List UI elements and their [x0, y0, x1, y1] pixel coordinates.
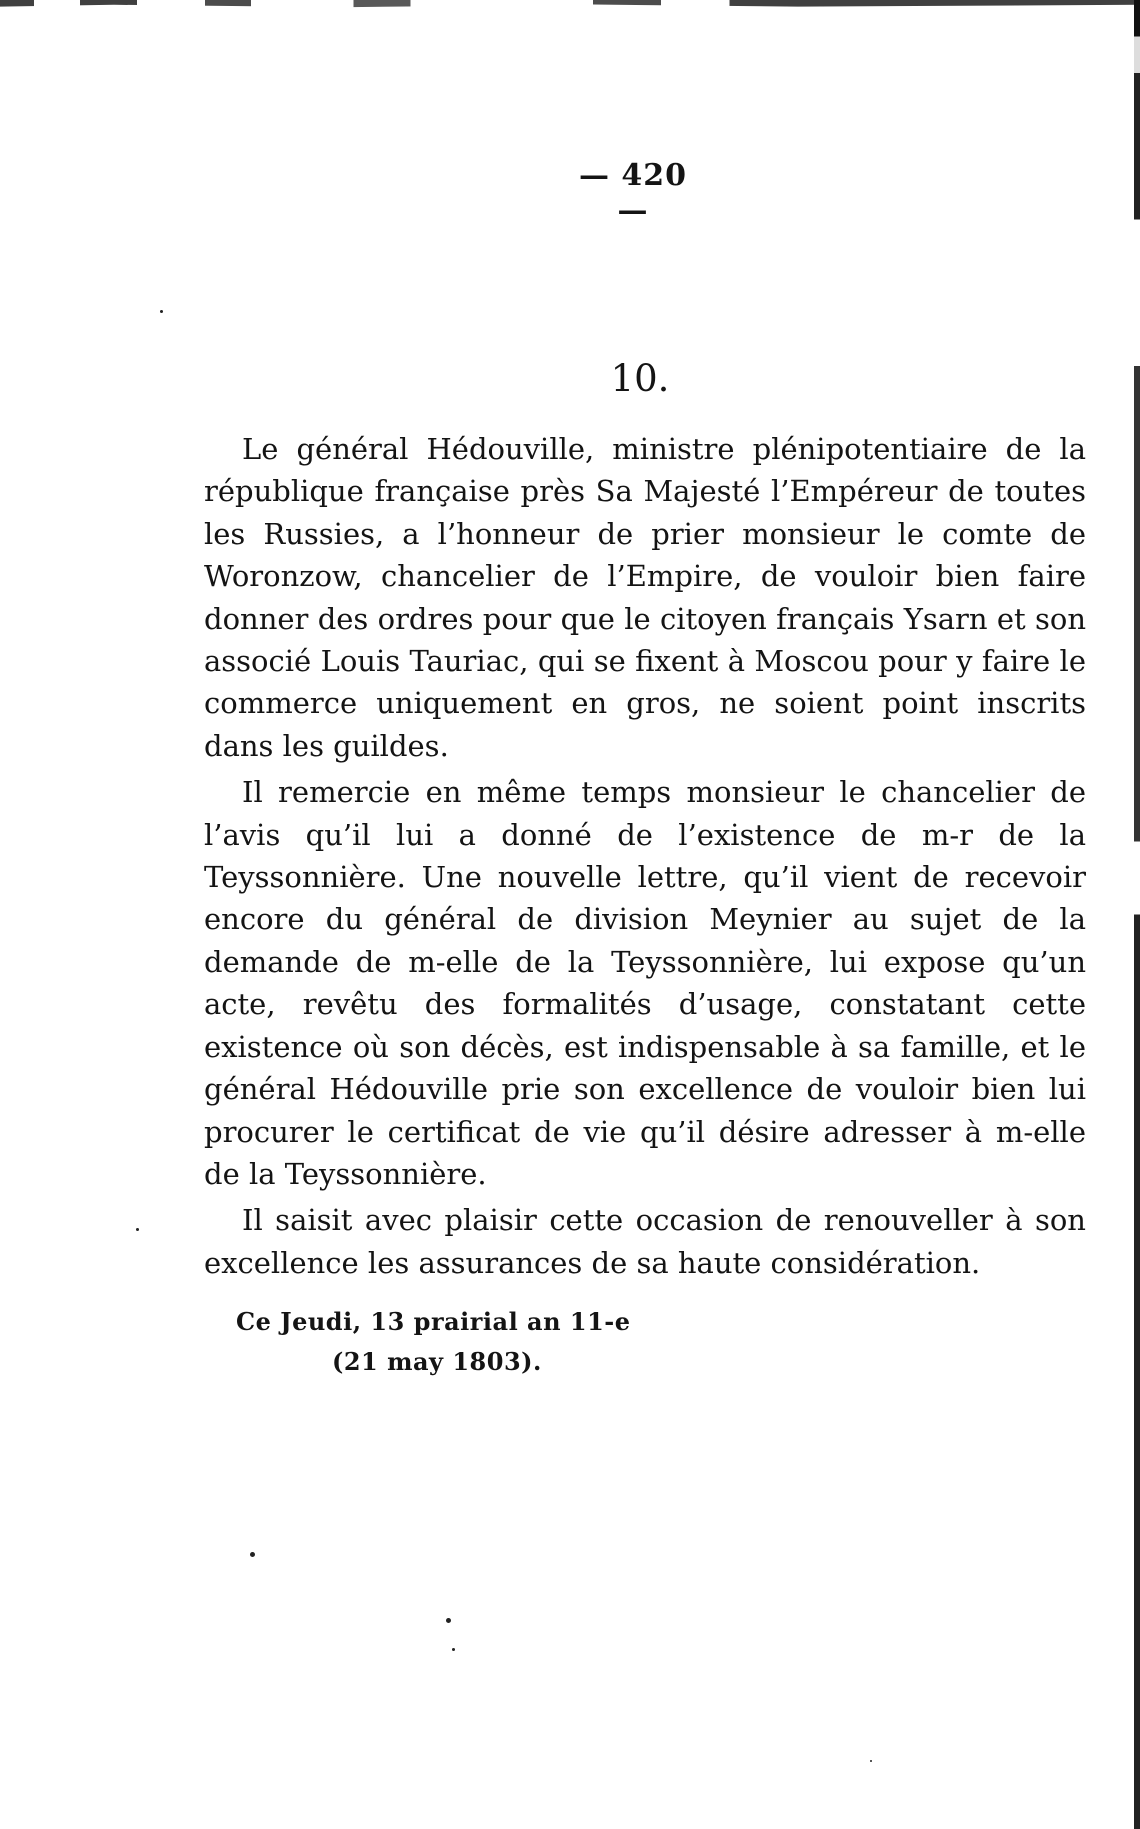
- scan-speck: [160, 310, 163, 313]
- scan-speck: [250, 1552, 255, 1557]
- date-gregorian: (21 may 1803).: [332, 1347, 542, 1376]
- section-number: 10.: [610, 357, 670, 400]
- letter-date: [236, 1302, 631, 1382]
- letter-paragraph: Il saisit avec plaisir cette occasion de renouveller à son excellence les assurances de sa haute considération.: [204, 1203, 1086, 1280]
- letter-body: [204, 428, 1086, 1284]
- scan-top-edge: [0, 0, 1140, 12]
- scan-right-edge: [1134, 0, 1140, 1829]
- letter-paragraph: Le général Hédouville, ministre plénipotentiaire de la république française près Sa Majesté l’Empéreur de toutes les Russies, a l’honneur de prier monsieur le comte de Woronzow, chancelier de l’Empire, de vouloir bien faire donner des ordres pour que le citoyen français Ysarn et son associé Louis Tauriac, qui se fixent à Moscou pour y faire le commerce uniquement en gros, ne soient point inscrits dans les guildes.: [204, 432, 1086, 763]
- letter-paragraph: Il remercie en même temps monsieur le chancelier de l’avis qu’il lui a donné de l’existence de m-r de la Teyssonnière. Une nouvelle lettre, qu’il vient de recevoir encore du général de division Meynier au sujet de la demande de m-elle de la Teyssonnière, lui expose qu’un acte, revêtu des formalités d’usage, constatant cette existence où son décès, est indispensable à sa famille, et le général Hédouville prie son excellence de vouloir bien lui procurer le certificat de vie qu’il désire adresser à m-elle de la Teyssonnière.: [204, 775, 1086, 1191]
- page-number: — 420 —: [578, 158, 688, 228]
- scan-speck: [446, 1618, 451, 1623]
- scan-speck: [136, 1228, 139, 1231]
- scan-speck: [452, 1648, 455, 1651]
- date-line: Ce Jeudi, 13 prairial an 11-e: [236, 1307, 631, 1336]
- scan-speck: [870, 1760, 872, 1762]
